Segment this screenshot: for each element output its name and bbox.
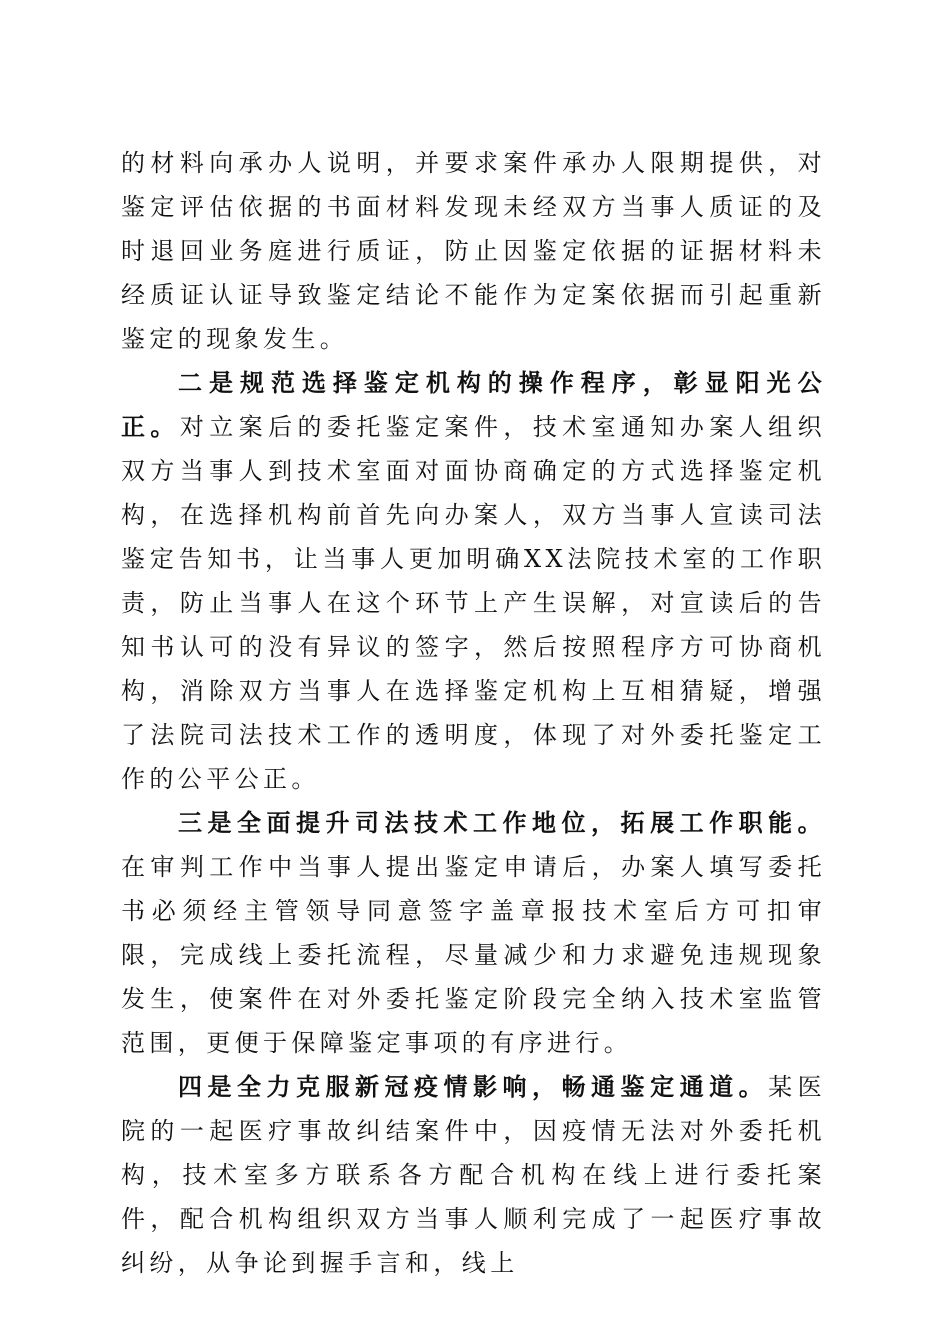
paragraph-lead: 三是全面提升司法技术工作地位，拓展工作职能。 <box>178 808 826 837</box>
paragraph-body: 在审判工作中当事人提出鉴定申请后，办案人填写委托书必须经主管领导同意签字盖章报技术室后方可扣审限，完成线上委托流程，尽量减少和力求避免违规现象发生，使案件在对外委托鉴定阶段完全纳入技术室监管范围，更便于保障鉴定事项的有序进行。 <box>121 853 826 1057</box>
document-page <box>121 141 826 1285</box>
paragraph-body: 某医院的一起医疗事故纠结案件中，因疫情无法对外委托机构，技术室多方联系各方配合机构在线上进行委托案件，配合机构组织双方当事人顺利完成了一起医疗事故纠纷，从争论到握手言和，线上 <box>121 1073 826 1277</box>
paragraph-body: 对立案后的委托鉴定案件，技术室通知办案人组织双方当事人到技术室面对面协商确定的方式选择鉴定机构，在选择机构前首先向办案人，双方当事人宣读司法鉴定告知书，让当事人更加明确XX法院技术室的工作职责，防止当事人在这个环节上产生误解，对宣读后的告知书认可的没有异议的签字，然后按照程序方可协商机构，消除双方当事人在选择鉴定机构上互相猜疑，增强了法院司法技术工作的透明度，体现了对外委托鉴定工作的公平公正。 <box>121 413 826 793</box>
paragraph-lead: 四是全力克服新冠疫情影响，畅通鉴定通道。 <box>178 1072 769 1101</box>
paragraph-continuation <box>121 141 826 361</box>
paragraph-point-three <box>121 801 826 1065</box>
paragraph-point-four <box>121 1065 826 1285</box>
paragraph-point-two <box>121 361 826 801</box>
paragraph-body: 的材料向承办人说明，并要求案件承办人限期提供，对鉴定评估依据的书面材料发现未经双方当事人质证的及时退回业务庭进行质证，防止因鉴定依据的证据材料未经质证认证导致鉴定结论不能作为定案依据而引起重新鉴定的现象发生。 <box>121 149 826 353</box>
paragraph-lead: 二是规范选择鉴定机构的操作程序，彰显阳光公正。 <box>121 368 826 441</box>
